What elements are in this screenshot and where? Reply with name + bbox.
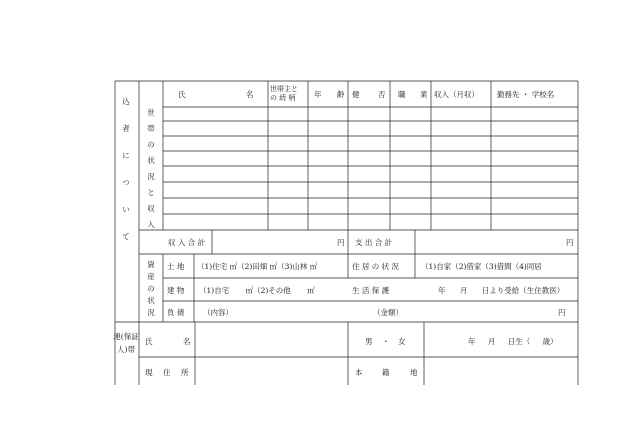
debt-contents: （内容） [203, 308, 233, 317]
header-name-left: 氏 [178, 90, 186, 99]
expense-total-label: 支 出 合 計 [355, 238, 393, 247]
household-label-char: 帯 [147, 124, 155, 133]
household-label-char: 世 [147, 108, 155, 117]
domicile-mid: 籍 [382, 368, 390, 377]
header-relation-line2: の 続 柄 [270, 94, 296, 102]
land-options: （1)住宅 ㎡（2)田畑 ㎡（3)山林 ㎡ [197, 262, 318, 271]
gender-separator: ・ [382, 337, 390, 346]
domicile-right: 地 [410, 368, 418, 377]
applicant-label-char: に [122, 151, 130, 160]
household-label-char: 状 [147, 156, 155, 165]
applicant-label-char: い [122, 205, 130, 214]
household-label-char: の [147, 140, 155, 149]
guarantor-name-right: 名 [183, 337, 191, 346]
guarantor-birth: 年 月 日生（ 歳） [468, 337, 558, 346]
assets-section-label [146, 260, 156, 317]
header-job-right: 業 [420, 90, 428, 99]
debt-unit: 円 [558, 308, 566, 317]
assets-label-char: 状 [147, 296, 155, 305]
household-label-char: 況 [147, 172, 155, 181]
income-total-label: 収 入 合 計 [168, 238, 206, 247]
address-right: 所 [181, 368, 189, 377]
welfare-text: 年 月 日より受給（生住教医） [438, 286, 565, 295]
header-workplace: 勤務先 ・ 学校名 [497, 90, 555, 99]
housing-status-label: 住 居 の 状 況 [352, 262, 400, 271]
applicant-label-char: 者 [122, 124, 130, 133]
header-name-right: 名 [246, 90, 254, 99]
household-label-char: 収 [147, 204, 155, 213]
header-job-left: 職 [398, 90, 406, 99]
building-label: 建 物 [167, 286, 185, 295]
guarantor-section-label: 連(保証人)帯 [113, 332, 139, 354]
household-label-char: と [147, 188, 155, 197]
header-health-right: 否 [378, 90, 386, 99]
debt-amount: （金額） [373, 308, 403, 317]
welfare-label: 生 活 保 護 [352, 286, 390, 295]
domicile-left: 本 [355, 368, 363, 377]
applicant-label-char: つ [122, 178, 130, 187]
assets-label-char: 況 [147, 308, 155, 317]
household-label-char: 入 [147, 220, 155, 229]
header-age-left: 年 [314, 90, 322, 99]
address-left: 現 [145, 368, 153, 377]
header-income: 収入（月収） [434, 90, 479, 99]
header-relation-line1: 世帯主と [270, 85, 298, 93]
gender-female: 女 [398, 337, 406, 346]
assets-label-char: 資 [147, 260, 155, 269]
applicant-section-label [121, 97, 131, 241]
housing-status-options: （1)自家（2)借家（3)借間（4)同居 [421, 262, 542, 271]
expense-total-unit: 円 [566, 238, 574, 247]
header-age-right: 齢 [337, 90, 345, 99]
building-options: （1)自宅 ㎡（2)その他 ㎡ [199, 286, 315, 295]
gender-male: 男 [365, 337, 373, 346]
land-label: 土 地 [167, 262, 185, 271]
address-mid: 住 [163, 368, 171, 377]
guarantor-name-left: 氏 [145, 337, 153, 346]
applicant-label-char: て [122, 232, 130, 241]
household-section-label [146, 108, 156, 229]
assets-label-char: の [147, 284, 155, 293]
income-total-unit: 円 [337, 238, 345, 247]
applicant-label-char: 込 [122, 97, 130, 106]
debt-label: 負 債 [167, 308, 185, 317]
assets-label-char: 産 [147, 272, 155, 281]
header-health-left: 健 [352, 90, 360, 99]
